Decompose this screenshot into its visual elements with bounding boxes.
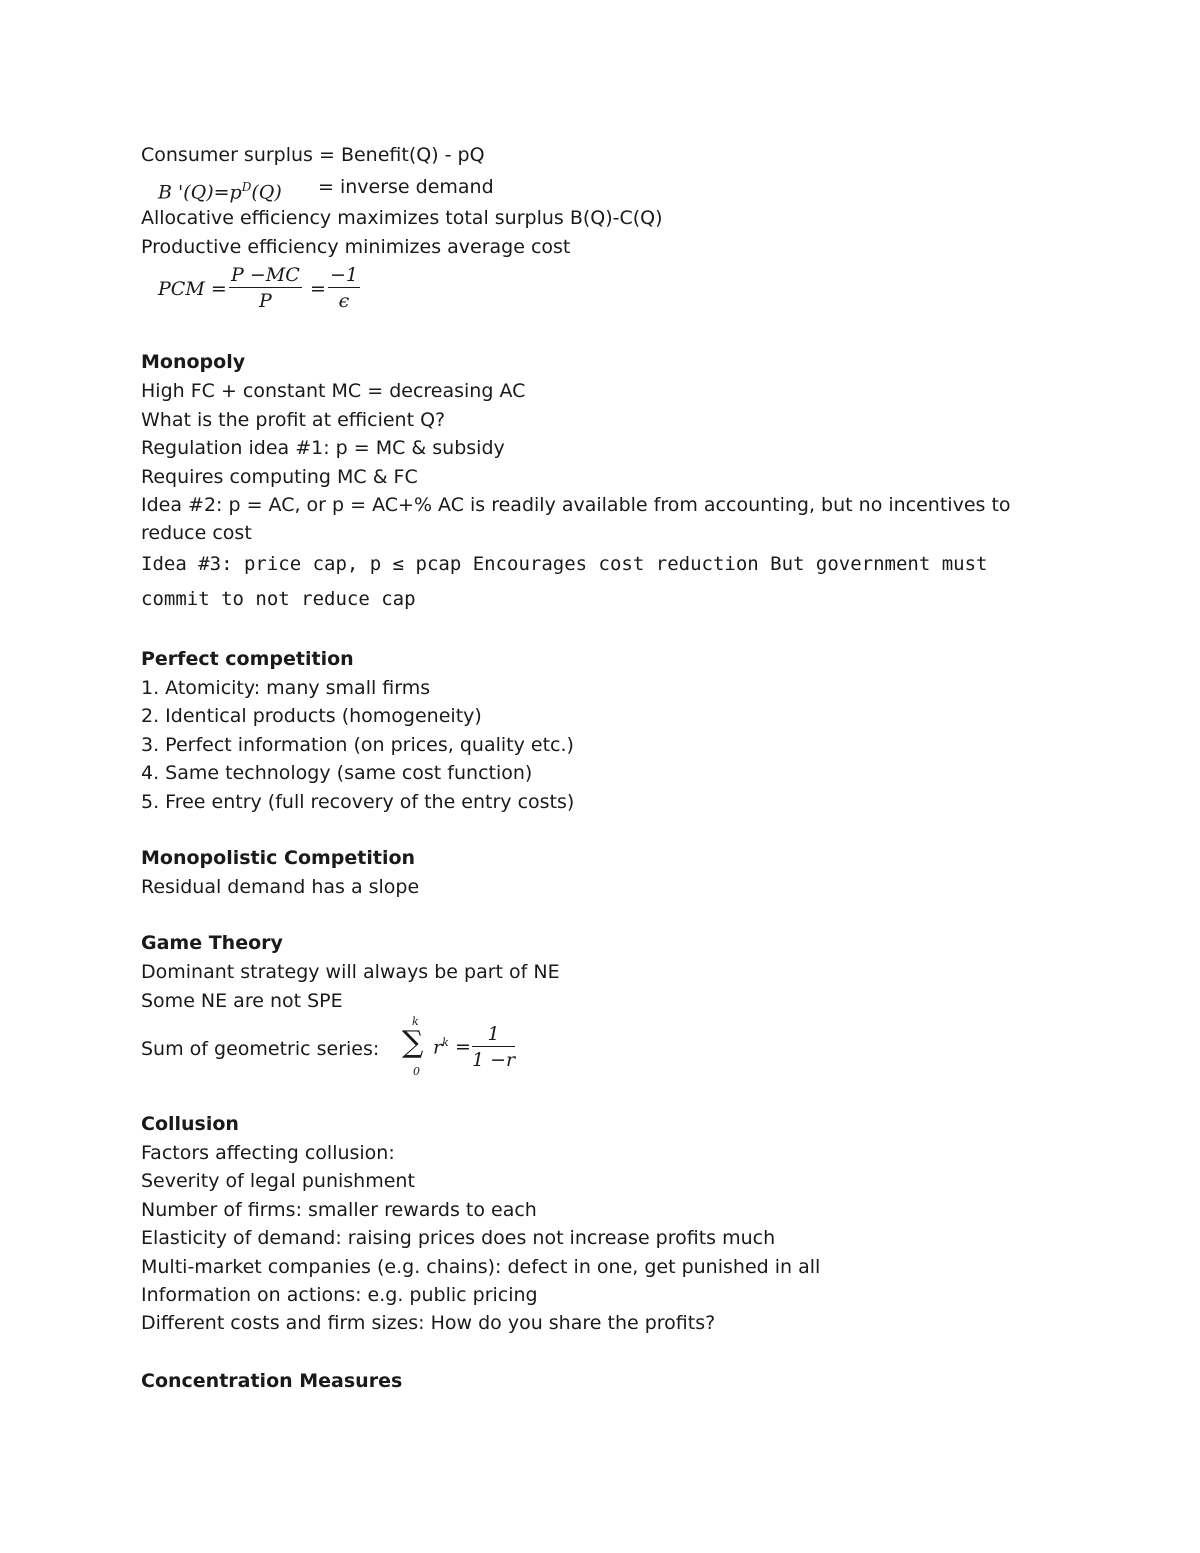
pcm-lhs: PCM = <box>158 278 227 300</box>
game-theory-line: Dominant strategy will always be part of NE <box>141 961 560 983</box>
sum-upper-limit: k <box>412 1015 419 1028</box>
perfect-competition-heading: Perfect competition <box>141 648 354 670</box>
monopoly-idea-3: Idea #3: price cap, p ≤ pcap Encourages cost reduction But government must commit to not reduce cap <box>141 553 988 610</box>
pcm-numerator-2: −1 <box>330 264 359 286</box>
pcm-fraction-2 <box>328 263 360 314</box>
monopolistic-competition-heading: Monopolistic Competition <box>141 847 416 869</box>
pcm-denominator-2: ϵ <box>338 290 350 312</box>
sum-symbol: ∑ <box>402 1025 424 1060</box>
geometric-numerator: 1 <box>472 1022 515 1047</box>
sum-lower-limit: 0 <box>413 1065 420 1078</box>
pcm-denominator-1: P <box>258 290 272 312</box>
pcm-equals: = <box>310 278 326 300</box>
sum-term <box>433 1036 449 1058</box>
allocative-efficiency-line: Allocative efficiency maximizes total surplus B(Q)-C(Q) <box>141 207 663 229</box>
monopoly-line: Requires computing MC & FC <box>141 466 418 488</box>
consumer-surplus-line: Consumer surplus = Benefit(Q) - pQ <box>141 144 485 166</box>
monopoly-line: What is the profit at efficient Q? <box>141 409 446 431</box>
game-theory-heading: Game Theory <box>141 932 283 954</box>
perfect-competition-item: 2. Identical products (homogeneity) <box>141 705 482 727</box>
pcm-numerator-1: P −MC <box>231 264 300 286</box>
concentration-measures-heading: Concentration Measures <box>141 1370 403 1392</box>
perfect-competition-item: 3. Perfect information (on prices, quality etc.) <box>141 734 574 756</box>
inverse-demand-equation <box>158 175 282 204</box>
productive-efficiency-line: Productive efficiency minimizes average cost <box>141 236 571 258</box>
collusion-line: Elasticity of demand: raising prices does not increase profits much <box>141 1227 776 1249</box>
collusion-line: Information on actions: e.g. public pricing <box>141 1284 538 1306</box>
monopoly-line: High FC + constant MC = decreasing AC <box>141 380 526 402</box>
perfect-competition-item: 4. Same technology (same cost function) <box>141 762 533 784</box>
inverse-demand-arg: (Q) <box>251 181 282 204</box>
inverse-demand-lhs: B '(Q)=p <box>158 181 242 204</box>
collusion-line: Severity of legal punishment <box>141 1170 415 1192</box>
monopoly-heading: Monopoly <box>141 351 246 373</box>
collusion-heading: Collusion <box>141 1113 239 1135</box>
collusion-line: Different costs and firm sizes: How do you share the profits? <box>141 1312 716 1334</box>
perfect-competition-item: 5. Free entry (full recovery of the entry costs) <box>141 791 575 813</box>
monopoly-idea-2: Idea #2: p = AC, or p = AC+% AC is readily available from accounting, but no incentives to reduce cost <box>141 494 1011 544</box>
geometric-series-label: Sum of geometric series: <box>141 1038 380 1060</box>
sum-term-exponent: k <box>442 1036 449 1049</box>
collusion-line: Number of firms: smaller rewards to each <box>141 1199 537 1221</box>
collusion-line: Factors affecting collusion: <box>141 1142 395 1164</box>
collusion-line: Multi-market companies (e.g. chains): defect in one, get punished in all <box>141 1256 821 1278</box>
game-theory-line: Some NE are not SPE <box>141 990 343 1012</box>
monopolistic-competition-line: Residual demand has a slope <box>141 876 420 898</box>
geometric-denominator: 1 −r <box>472 1049 516 1071</box>
monopoly-line: Regulation idea #1: p = MC & subsidy <box>141 437 505 459</box>
inverse-demand-superscript: D <box>241 180 252 194</box>
inverse-demand-text: = inverse demand <box>318 176 494 198</box>
geometric-fraction <box>472 1022 515 1073</box>
perfect-competition-item: 1. Atomicity: many small firms <box>141 677 431 699</box>
sum-equals: = <box>455 1036 471 1058</box>
pcm-fraction-1 <box>229 263 302 314</box>
sum-term-base: r <box>433 1036 443 1059</box>
